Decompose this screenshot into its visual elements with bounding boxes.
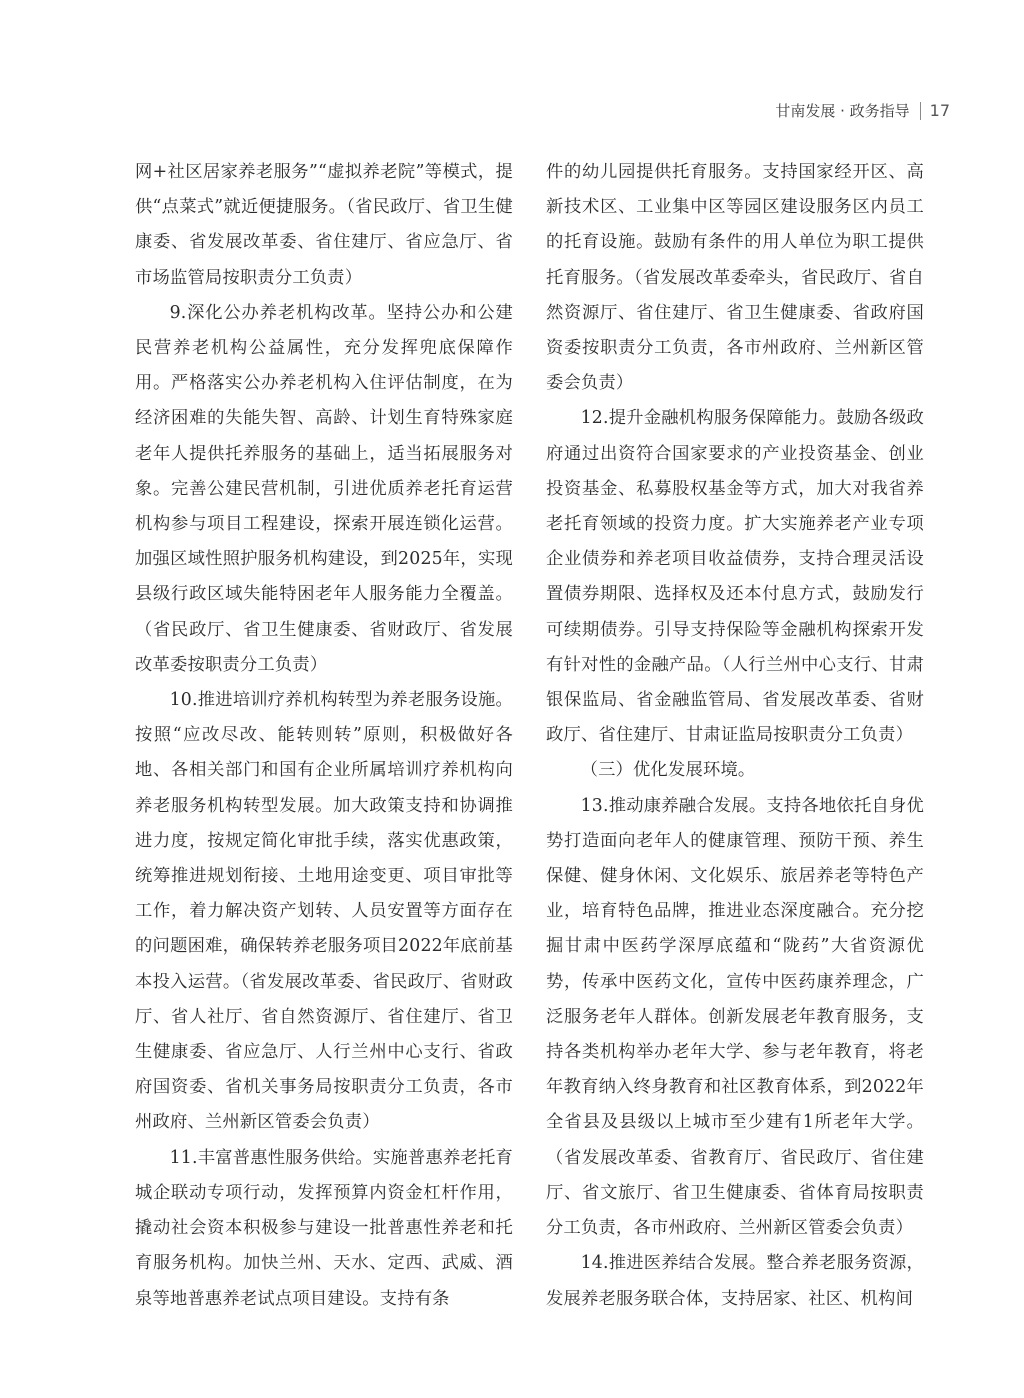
page-number: 17 — [929, 101, 950, 120]
section-heading: （三）优化发展环境。 — [580, 760, 756, 781]
right-column — [546, 155, 924, 1317]
paragraph: 件的幼儿园提供托育服务。支持国家经开区、高新技术区、工业集中区等园区建设服务区内员工的托育设施。鼓励有条件的用人单位为职工提供托育服务。（省发展改革委牵头，省民政厅、省自然资源厅、省住建厅、省卫生健康委、省政府国资委按职责分工负责，各市州政府、兰州新区管委会负责） — [546, 162, 924, 394]
left-column — [135, 155, 513, 1317]
header-divider — [920, 102, 921, 120]
paragraph: 12.提升金融机构服务保障能力。鼓励各级政府通过出资符合国家要求的产业投资基金、创业投资基金、私募股权基金等方式，加大对我省养老托育领域的投资力度。扩大实施养老产业专项企业债券和养老项目收益债券，支持合理灵活设置债券期限、选择权及还本付息方式，鼓励发行可续期债券。引导支持保险等金融机构探索开发有针对性的金融产品。（人行兰州中心支行、甘肃银保监局、省金融监管局、省发展改革委、省财政厅、省住建厅、甘肃证监局按职责分工负责） — [546, 408, 924, 746]
paragraph: 11.丰富普惠性服务供给。实施普惠养老托育城企联动专项行动，发挥预算内资金杠杆作用，撬动社会资本积极参与建设一批普惠性养老和托育服务机构。加快兰州、天水、定西、武威、酒泉等地普惠养老试点项目建设。支持有条 — [135, 1147, 513, 1309]
paragraph: 10.推进培训疗养机构转型为养老服务设施。按照“应改尽改、能转则转”原则，积极做好各地、各相关部门和国有企业所属培训疗养机构向养老服务机构转型发展。加大政策支持和协调推进力度，按规定简化审批手续，落实优惠政策，统筹推进规划衔接、土地用途变更、项目审批等工作，着力解决资产划转、人员安置等方面存在的问题困难，确保转养老服务项目2022年底前基本投入运营。（省发展改革委、省民政厅、省财政厅、省人社厅、省自然资源厅、省住建厅、省卫生健康委、省应急厅、人行兰州中心支行、省政府国资委、省机关事务局按职责分工负责，各市州政府、兰州新区管委会负责） — [135, 690, 513, 1133]
header-title: 甘南发展 · 政务指导 — [775, 102, 910, 120]
page-header — [775, 100, 950, 121]
paragraph: 13.推动康养融合发展。支持各地依托自身优势打造面向老年人的健康管理、预防干预、养生保健、健身休闲、文化娱乐、旅居养老等特色产业，培育特色品牌，推进业态深度融合。充分挖掘甘肃中医药学深厚底蕴和“陇药”大省资源优势，传承中医药文化，宣传中医药康养理念，广泛服务老年人群体。创新发展老年教育服务，支持各类机构举办老年大学、参与老年教育，将老年教育纳入终身教育和社区教育体系，到2022年全省县及县级以上城市至少建有1所老年大学。（省发展改革委、省教育厅、省民政厅、省住建厅、省文旅厅、省卫生健康委、省体育局按职责分工负责，各市州政府、兰州新区管委会负责） — [546, 795, 924, 1239]
paragraph: 9.深化公办养老机构改革。坚持公办和公建民营养老机构公益属性，充分发挥兜底保障作用。严格落实公办养老机构入住评估制度，在为经济困难的失能失智、高龄、计划生育特殊家庭老年人提供托养服务的基础上，适当拓展服务对象。完善公建民营机制，引进优质养老托育运营机构参与项目工程建设，探索开展连锁化运营。加强区域性照护服务机构建设，到2025年，实现县级行政区域失能特困老年人服务能力全覆盖。（省民政厅、省卫生健康委、省财政厅、省发展改革委按职责分工负责） — [135, 302, 513, 675]
paragraph: 网+社区居家养老服务”“虚拟养老院”等模式，提供“点菜式”就近便捷服务。（省民政厅、省卫生健康委、省发展改革委、省住建厅、省应急厅、省市场监管局按职责分工负责） — [135, 162, 513, 288]
paragraph: 14.推进医养结合发展。整合养老服务资源，发展养老服务联合体，支持居家、社区、机构间 — [546, 1253, 924, 1309]
